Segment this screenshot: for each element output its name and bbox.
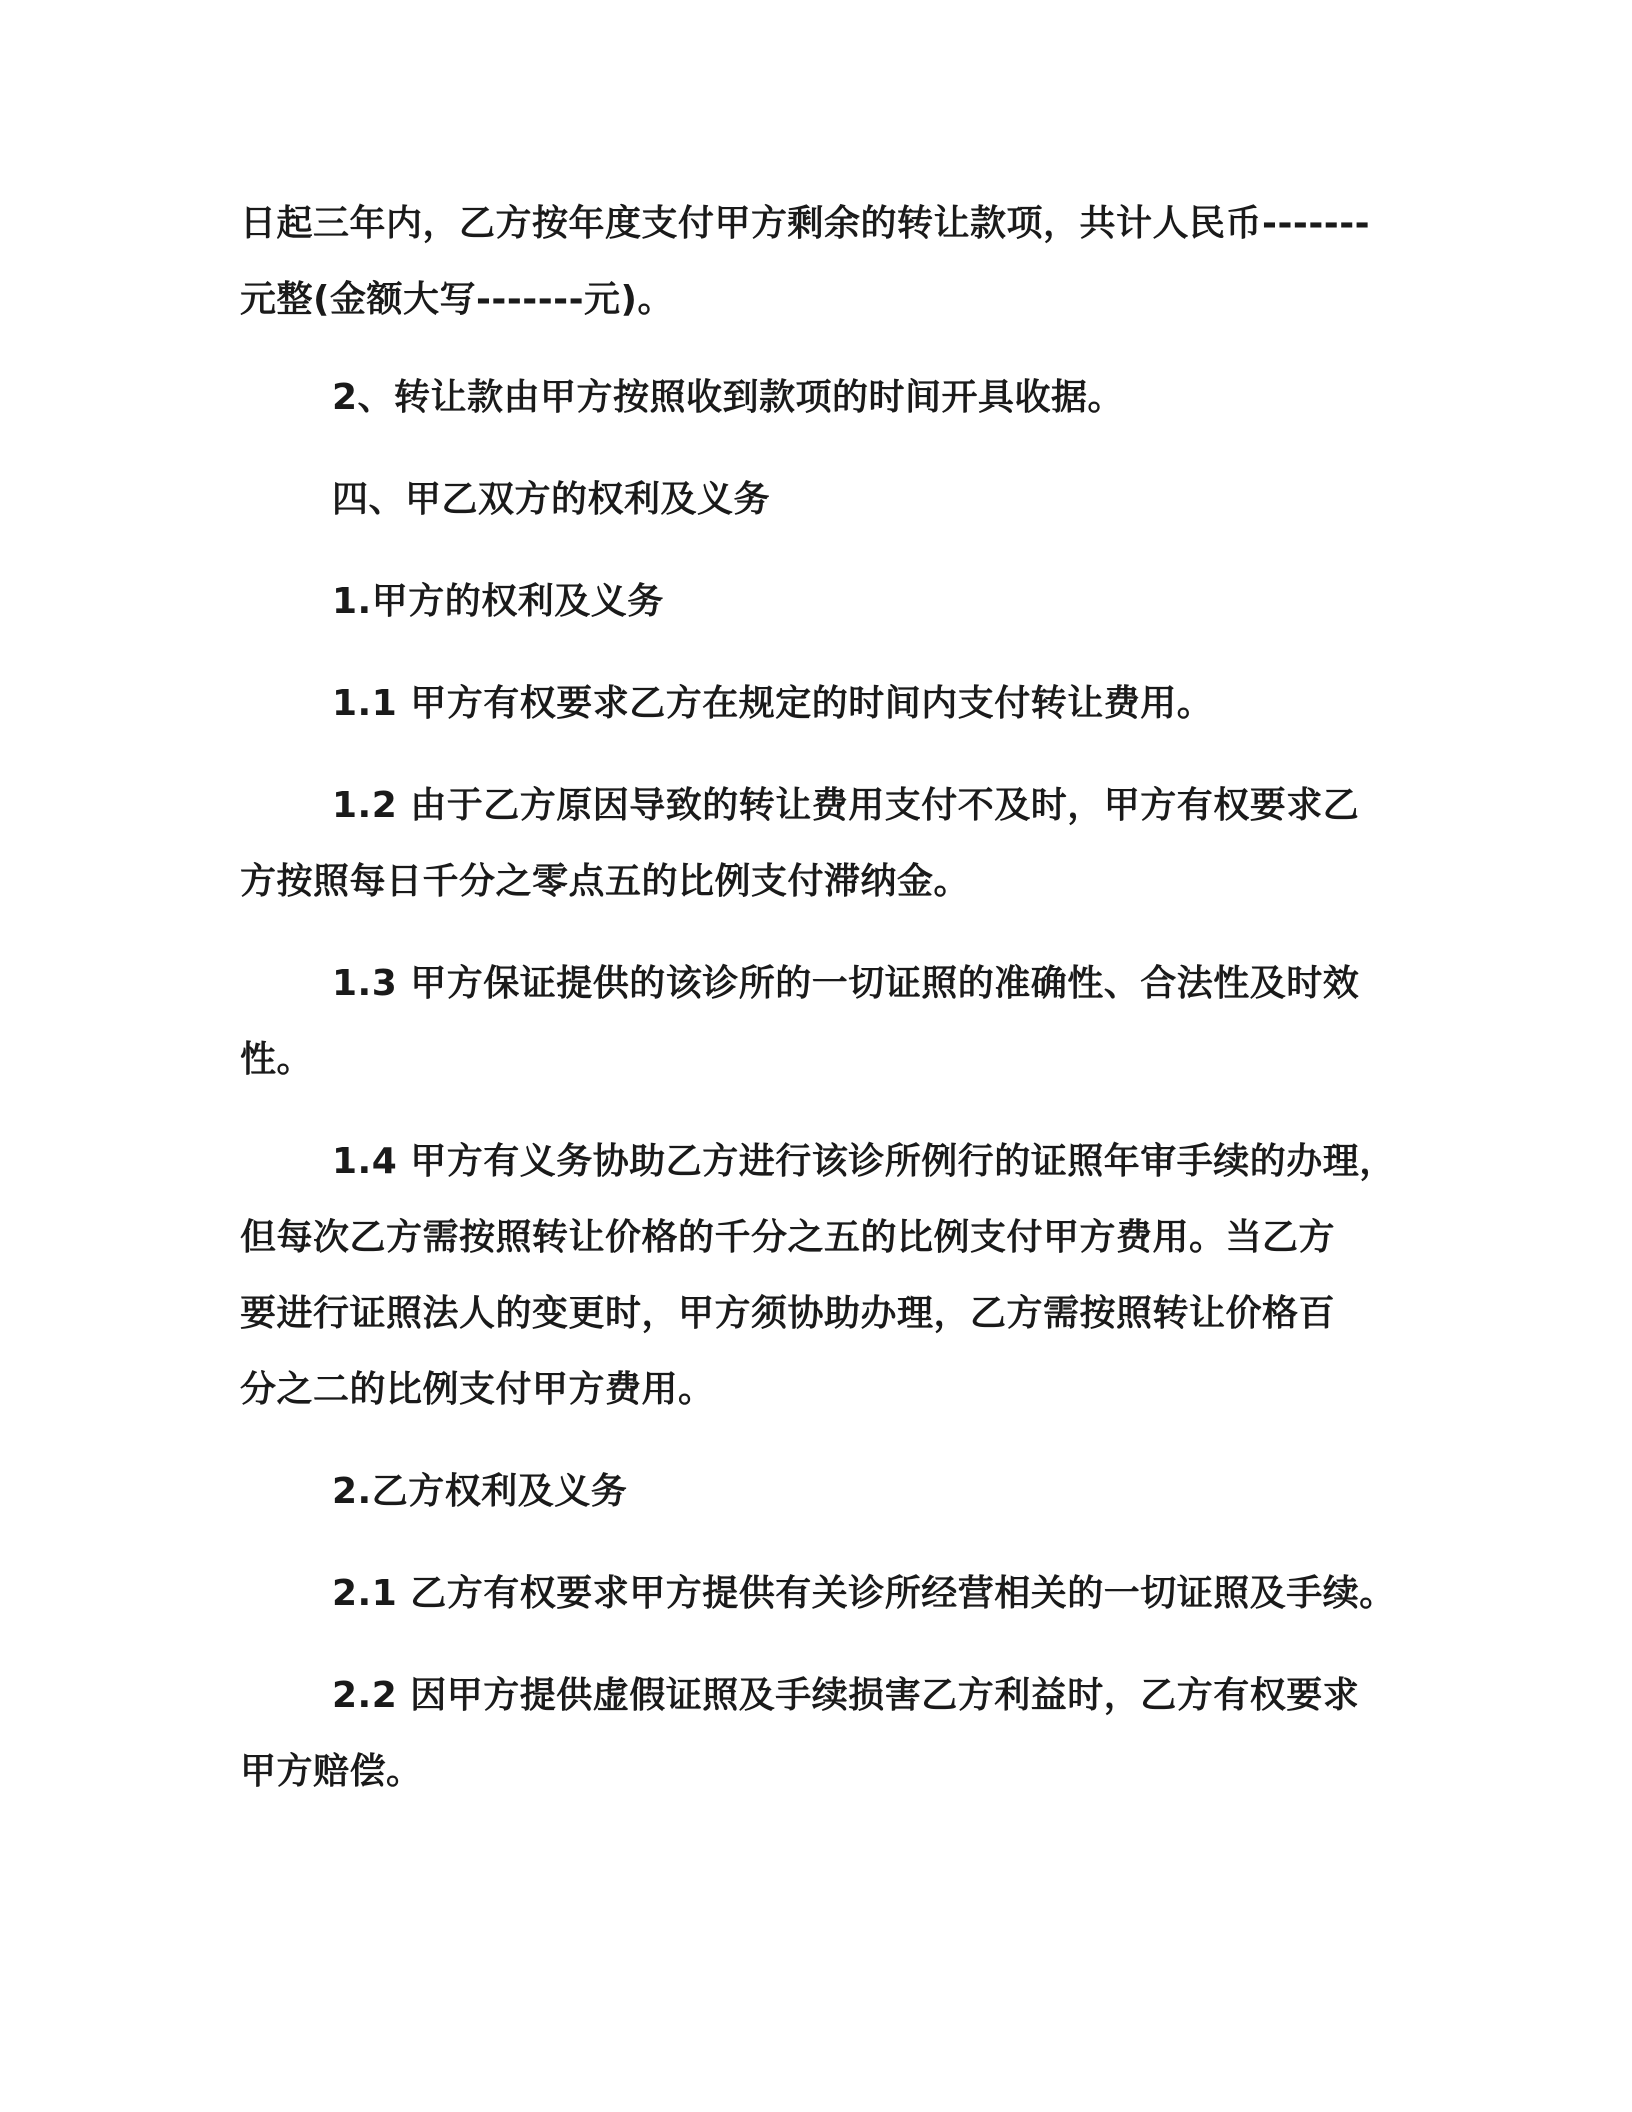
text-line: 四、甲乙双方的权利及义务 — [332, 479, 771, 520]
clause-1-1 — [332, 666, 1213, 742]
text-line: 分之二的比例支付甲方费用。 — [240, 1369, 715, 1410]
clause-2-2 — [240, 1658, 1359, 1810]
text-line: 1.3 甲方保证提供的该诊所的一切证照的准确性、合法性及时效 — [332, 963, 1360, 1004]
paragraph-payment-terms — [240, 186, 1370, 338]
text-line: 1.甲方的权利及义务 — [332, 581, 664, 622]
clause-2-1 — [332, 1556, 1396, 1632]
text-line: 2.2 因甲方提供虚假证照及手续损害乙方利益时，乙方有权要求 — [332, 1675, 1360, 1716]
clause-1-3 — [240, 946, 1359, 1098]
text-line: 1.2 由于乙方原因导致的转让费用支付不及时，甲方有权要求乙 — [332, 785, 1360, 826]
subsection-heading-party-a — [332, 564, 664, 640]
paragraph-receipt — [332, 360, 1124, 436]
text-line: 日起三年内，乙方按年度支付甲方剩余的转让款项，共计人民币------- — [240, 203, 1371, 244]
text-line: 2、转让款由甲方按照收到款项的时间开具收据。 — [332, 377, 1125, 418]
text-line: 但每次乙方需按照转让价格的千分之五的比例支付甲方费用。当乙方 — [240, 1217, 1336, 1258]
text-line: 性。 — [240, 1039, 314, 1080]
section-heading-rights — [332, 462, 770, 538]
text-line: 要进行证照法人的变更时，甲方须协助办理，乙方需按照转让价格百 — [240, 1293, 1336, 1334]
text-line: 2.乙方权利及义务 — [332, 1471, 628, 1512]
clause-1-2 — [240, 768, 1359, 920]
text-line: 方按照每日千分之零点五的比例支付滞纳金。 — [240, 861, 971, 902]
text-line: 元整(金额大写-------元)。 — [240, 279, 674, 320]
text-line: 2.1 乙方有权要求甲方提供有关诊所经营相关的一切证照及手续。 — [332, 1573, 1396, 1614]
text-line: 1.1 甲方有权要求乙方在规定的时间内支付转让费用。 — [332, 683, 1214, 724]
subsection-heading-party-b — [332, 1454, 627, 1530]
text-line: 甲方赔偿。 — [240, 1751, 423, 1792]
text-line: 1.4 甲方有义务协助乙方进行该诊所例行的证照年审手续的办理， — [332, 1141, 1396, 1182]
clause-1-4 — [240, 1124, 1396, 1428]
